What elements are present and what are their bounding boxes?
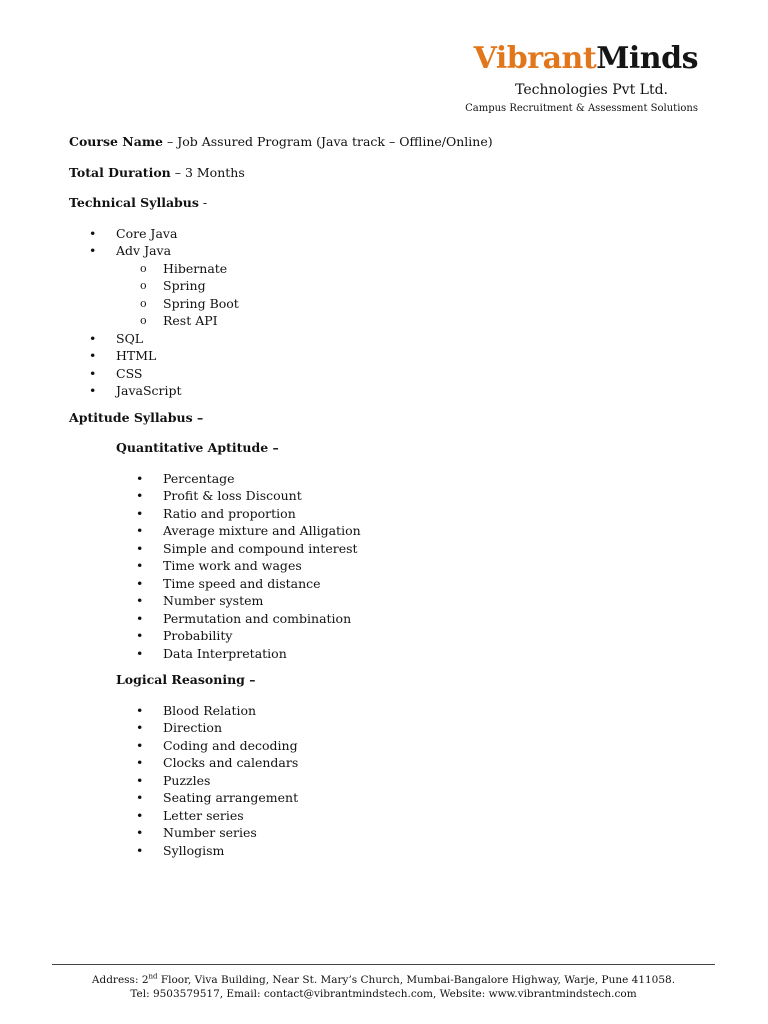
list-item: o Hibernate	[116, 260, 709, 278]
quantitative-heading: Quantitative Aptitude –	[116, 440, 279, 455]
brand-part-vibrant: Vibrant	[473, 41, 597, 76]
list-item: • Number series	[69, 824, 709, 842]
list-item: • Direction	[69, 719, 709, 737]
list-item: • Number system	[69, 592, 709, 610]
list-item: o Spring Boot	[116, 295, 709, 313]
list-item: • Puzzles	[69, 772, 709, 790]
list-item: • Time work and wages	[69, 557, 709, 575]
quantitative-list	[69, 470, 709, 663]
letterhead	[465, 40, 698, 116]
list-item: • JavaScript	[69, 382, 709, 400]
company-subtitle: Technologies Pvt Ltd.	[515, 82, 668, 98]
list-item: • Seating arrangement	[69, 789, 709, 807]
logical-reasoning-heading: Logical Reasoning –	[116, 672, 256, 687]
list-item: • Permutation and combination	[69, 610, 709, 628]
duration-label: Total Duration	[69, 164, 171, 180]
list-item: • HTML	[69, 347, 709, 365]
footer-contact: Tel: 9503579517, Email: contact@vibrantmindstech.com, Website: www.vibrantmindstech.com	[130, 988, 637, 1000]
company-logo-text	[465, 40, 698, 78]
list-item: o Spring	[116, 277, 709, 295]
company-tagline: Campus Recruitment & Assessment Solutions	[465, 103, 698, 114]
list-item: • Data Interpretation	[69, 645, 709, 663]
adv-java-sublist	[116, 260, 709, 330]
technical-syllabus-heading: Technical Syllabus -	[69, 195, 208, 210]
footer-divider	[52, 964, 715, 965]
list-item: • Average mixture and Alligation	[69, 522, 709, 540]
technical-list	[69, 225, 709, 400]
list-item: • Blood Relation	[69, 702, 709, 720]
list-item: • Ratio and proportion	[69, 505, 709, 523]
duration-line	[69, 164, 709, 182]
list-item: • Time speed and distance	[69, 575, 709, 593]
list-item: • Profit & loss Discount	[69, 487, 709, 505]
duration-value: – 3 Months	[170, 164, 245, 180]
course-name-line	[69, 133, 709, 151]
document-body	[69, 133, 709, 859]
list-item: • Coding and decoding	[69, 737, 709, 755]
list-item: • Adv Java o Hibernate o Spring o Spring Boot o Rest API	[69, 242, 709, 330]
list-item: • Clocks and calendars	[69, 754, 709, 772]
aptitude-syllabus-heading: Aptitude Syllabus –	[69, 409, 204, 425]
list-item: • Core Java	[69, 225, 709, 243]
course-name-value: – Job Assured Program (Java track – Offline/Online)	[163, 134, 493, 149]
brand-part-minds: Minds	[596, 41, 698, 76]
list-item: • CSS	[69, 365, 709, 383]
list-item: • Syllogism	[69, 842, 709, 860]
footer-address: Address: 2nd Floor, Viva Building, Near St. Mary’s Church, Mumbai-Bangalore Highway, Warje, Pune 411058.	[91, 972, 676, 986]
list-item: • SQL	[69, 330, 709, 348]
list-item: • Letter series	[69, 807, 709, 825]
list-item: • Probability	[69, 627, 709, 645]
course-name-label: Course Name	[69, 134, 164, 149]
list-item: • Simple and compound interest	[69, 540, 709, 558]
list-item: • Percentage	[69, 470, 709, 488]
list-item: o Rest API	[116, 312, 709, 330]
footer	[52, 973, 715, 1001]
logical-list	[69, 702, 709, 860]
